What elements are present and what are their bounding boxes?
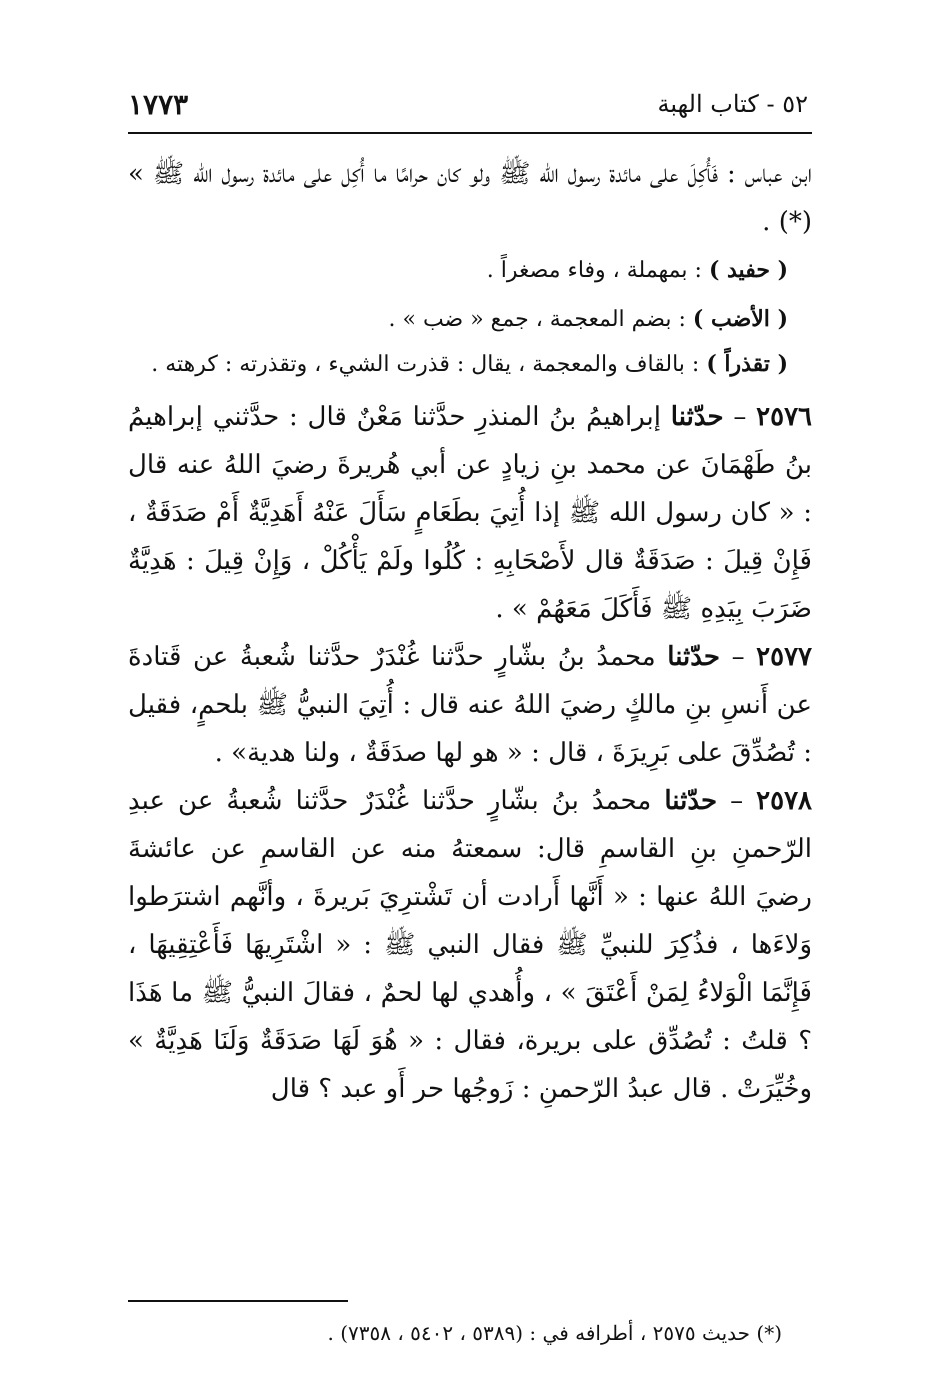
page-header (128, 84, 812, 128)
hadith-lead: حدّثنا (670, 402, 724, 432)
hadith-paragraph: ٢٥٧٦ – حدّثنا إبراهيمُ بنُ المنذرِ حدَّثنا مَعْنٌ قال : حدَّثني إبراهيمُ بنُ طَهْمَانَ عن محمد بنِ زيادٍ عن أبي هُريرةَ رضيَ اللهُ عنه قال : « كان رسول الله ﷺ إذا أُتِيَ بطَعَامٍ سَأَلَ عَنْهُ أَهَدِيَّةٌ أَمْ صَدَقَةٌ ، فَإِنْ قِيلَ : صَدَقَةٌ قال لأَصْحَابِهِ : كُلُوا ولَمْ يَأْكُلْ ، وَإِنْ قِيلَ : هَدِيَّةٌ ضَرَبَ بِيَدِهِ ﷺ فَأَكَلَ مَعَهُمْ » . (128, 402, 813, 624)
hadith-text: إبراهيمُ بنُ المنذرِ حدَّثنا مَعْنٌ قال : حدَّثني إبراهيمُ بنُ طَهْمَانَ عن محمد بنِ زيادٍ عن أبي هُريرةَ رضيَ اللهُ عنه قال : « كان رسول الله ﷺ إذا أُتِيَ بطَعَامٍ سَأَلَ عَنْهُ أَهَدِيَّةٌ أَمْ صَدَقَةٌ ، فَإِنْ قِيلَ : صَدَقَةٌ قال لأَصْحَابِهِ : كُلُوا ولَمْ يَأْكُلْ ، وَإِنْ قِيلَ : هَدِيَّةٌ ضَرَبَ بِيَدِهِ ﷺ فَأَكَلَ مَعَهُمْ » . (128, 402, 812, 624)
gloss-note (128, 344, 812, 385)
hadith-paragraph: ٢٥٧٧ – حدّثنا محمدُ بنُ بشّارٍ حدَّثنا غُنْدَرٌ حدَّثنا شُعبةُ عن قَتادةَ عن أَنسِ بنِ مالكٍ رضيَ اللهُ عنه قال : أُتِيَ النبيُّ ﷺ بلحمٍ، فقيل : تُصُدِّقَ على بَرِيرَةَ ، قال : « هو لها صدَقَةٌ ، ولنا هدية» . (128, 642, 812, 768)
gloss-term: ( حفيد ) (708, 257, 788, 283)
gloss-term: ( تقذراً ) (706, 351, 788, 377)
footnote-rule (128, 1300, 348, 1302)
page-number: ١٧٧٣ (128, 88, 189, 121)
page-body (128, 150, 812, 1113)
header-rule (128, 132, 812, 134)
intro-paragraph: ابن عباس : فَأُكِلَ على مائدة رسول الله ﷺ ولو كان حرامًا ما أُكِل على مائدة رسول الله ﷺ » (*) . (128, 159, 812, 237)
gloss-text: : بالقاف والمعجمة ، يقال : قذرت الشيء ، وتقذرته : كرهته . (151, 352, 707, 377)
hadith-number: ٢٥٧٨ (756, 786, 813, 816)
book-page (128, 84, 812, 1364)
gloss-term: ( الأضب ) (692, 306, 788, 332)
chapter-title: ٥٢ - كتاب الهبة (657, 90, 808, 118)
footnote: (*) حديث ٢٥٧٥ ، أطرافه في : (٥٣٨٩ ، ٥٤٠٢ ، ٧٣٥٨) . (327, 1321, 782, 1345)
hadith-text: محمدُ بنُ بشّارٍ حدَّثنا غُنْدَرٌ حدَّثنا شُعبةُ عن قَتادةَ عن أَنسِ بنِ مالكٍ رضيَ اللهُ عنه قال : أُتِيَ النبيُّ ﷺ بلحمٍ، فقيل : تُصُدِّقَ على بَرِيرَةَ ، قال : « هو لها صدَقَةٌ ، ولنا هدية» . (128, 642, 812, 768)
hadith-number: ٢٥٧٦ (756, 402, 813, 432)
hadith-number: ٢٥٧٧ (756, 642, 812, 672)
gloss-note (128, 246, 812, 295)
hadith-paragraph: ٢٥٧٨ – حدّثنا محمدُ بنُ بشّارٍ حدَّثنا غُنْدَرٌ حدَّثنا شُعبةُ عن عبدِ الرّحمنِ بنِ القاسمِ قال: سمعتهُ منه عن القاسمِ عن عائشةَ رضيَ اللهُ عنها : « أَنَّها أَرادت أن تَشْترِيَ بَريرةَ ، وأنَّهم اشترَطوا وَلاءَها ، فذُكِرَ للنبيِّ ﷺ فقال النبي ﷺ : « اشْتَرِيهَا فَأَعْتِقِيهَا ، فَإِنَّمَا الْوَلاءُ لِمَنْ أَعْتَقَ » ، وأُهدي لها لحمٌ ، فقالَ النبيُّ ﷺ ما هَذَا ؟ قلتُ : تُصُدِّق على بريرة، فقال : « هُوَ لَهَا صَدَقَةٌ وَلَنَا هَدِيَّةٌ » وخُيِّرَتْ . قال عبدُ الرّحمنِ : زَوجُها حر أَو عبد ؟ قال (128, 786, 813, 1104)
hadith-lead: حدّثنا (667, 642, 721, 672)
gloss-text: : بمهملة ، وفاء مصغراً . (486, 258, 709, 283)
gloss-note (128, 295, 812, 344)
hadith-text: محمدُ بنُ بشّارٍ حدَّثنا غُنْدَرٌ حدَّثنا شُعبةُ عن عبدِ الرّحمنِ بنِ القاسمِ قال: سمعتهُ منه عن القاسمِ عن عائشةَ رضيَ اللهُ عنها : « أَنَّها أَرادت أن تَشْترِيَ بَريرةَ ، وأنَّهم اشترَطوا وَلاءَها ، فذُكِرَ للنبيِّ ﷺ فقال النبي ﷺ : « اشْتَرِيهَا فَأَعْتِقِيهَا ، فَإِنَّمَا الْوَلاءُ لِمَنْ أَعْتَقَ » ، وأُهدي لها لحمٌ ، فقالَ النبيُّ ﷺ ما هَذَا ؟ قلتُ : تُصُدِّق على بريرة، فقال : « هُوَ لَهَا صَدَقَةٌ وَلَنَا هَدِيَّةٌ » وخُيِّرَتْ . قال عبدُ الرّحمنِ : زَوجُها حر أَو عبد ؟ قال (128, 786, 812, 1104)
hadith-lead: حدّثنا (664, 786, 718, 816)
gloss-text: : بضم المعجمة ، جمع « ضب » . (388, 307, 693, 332)
